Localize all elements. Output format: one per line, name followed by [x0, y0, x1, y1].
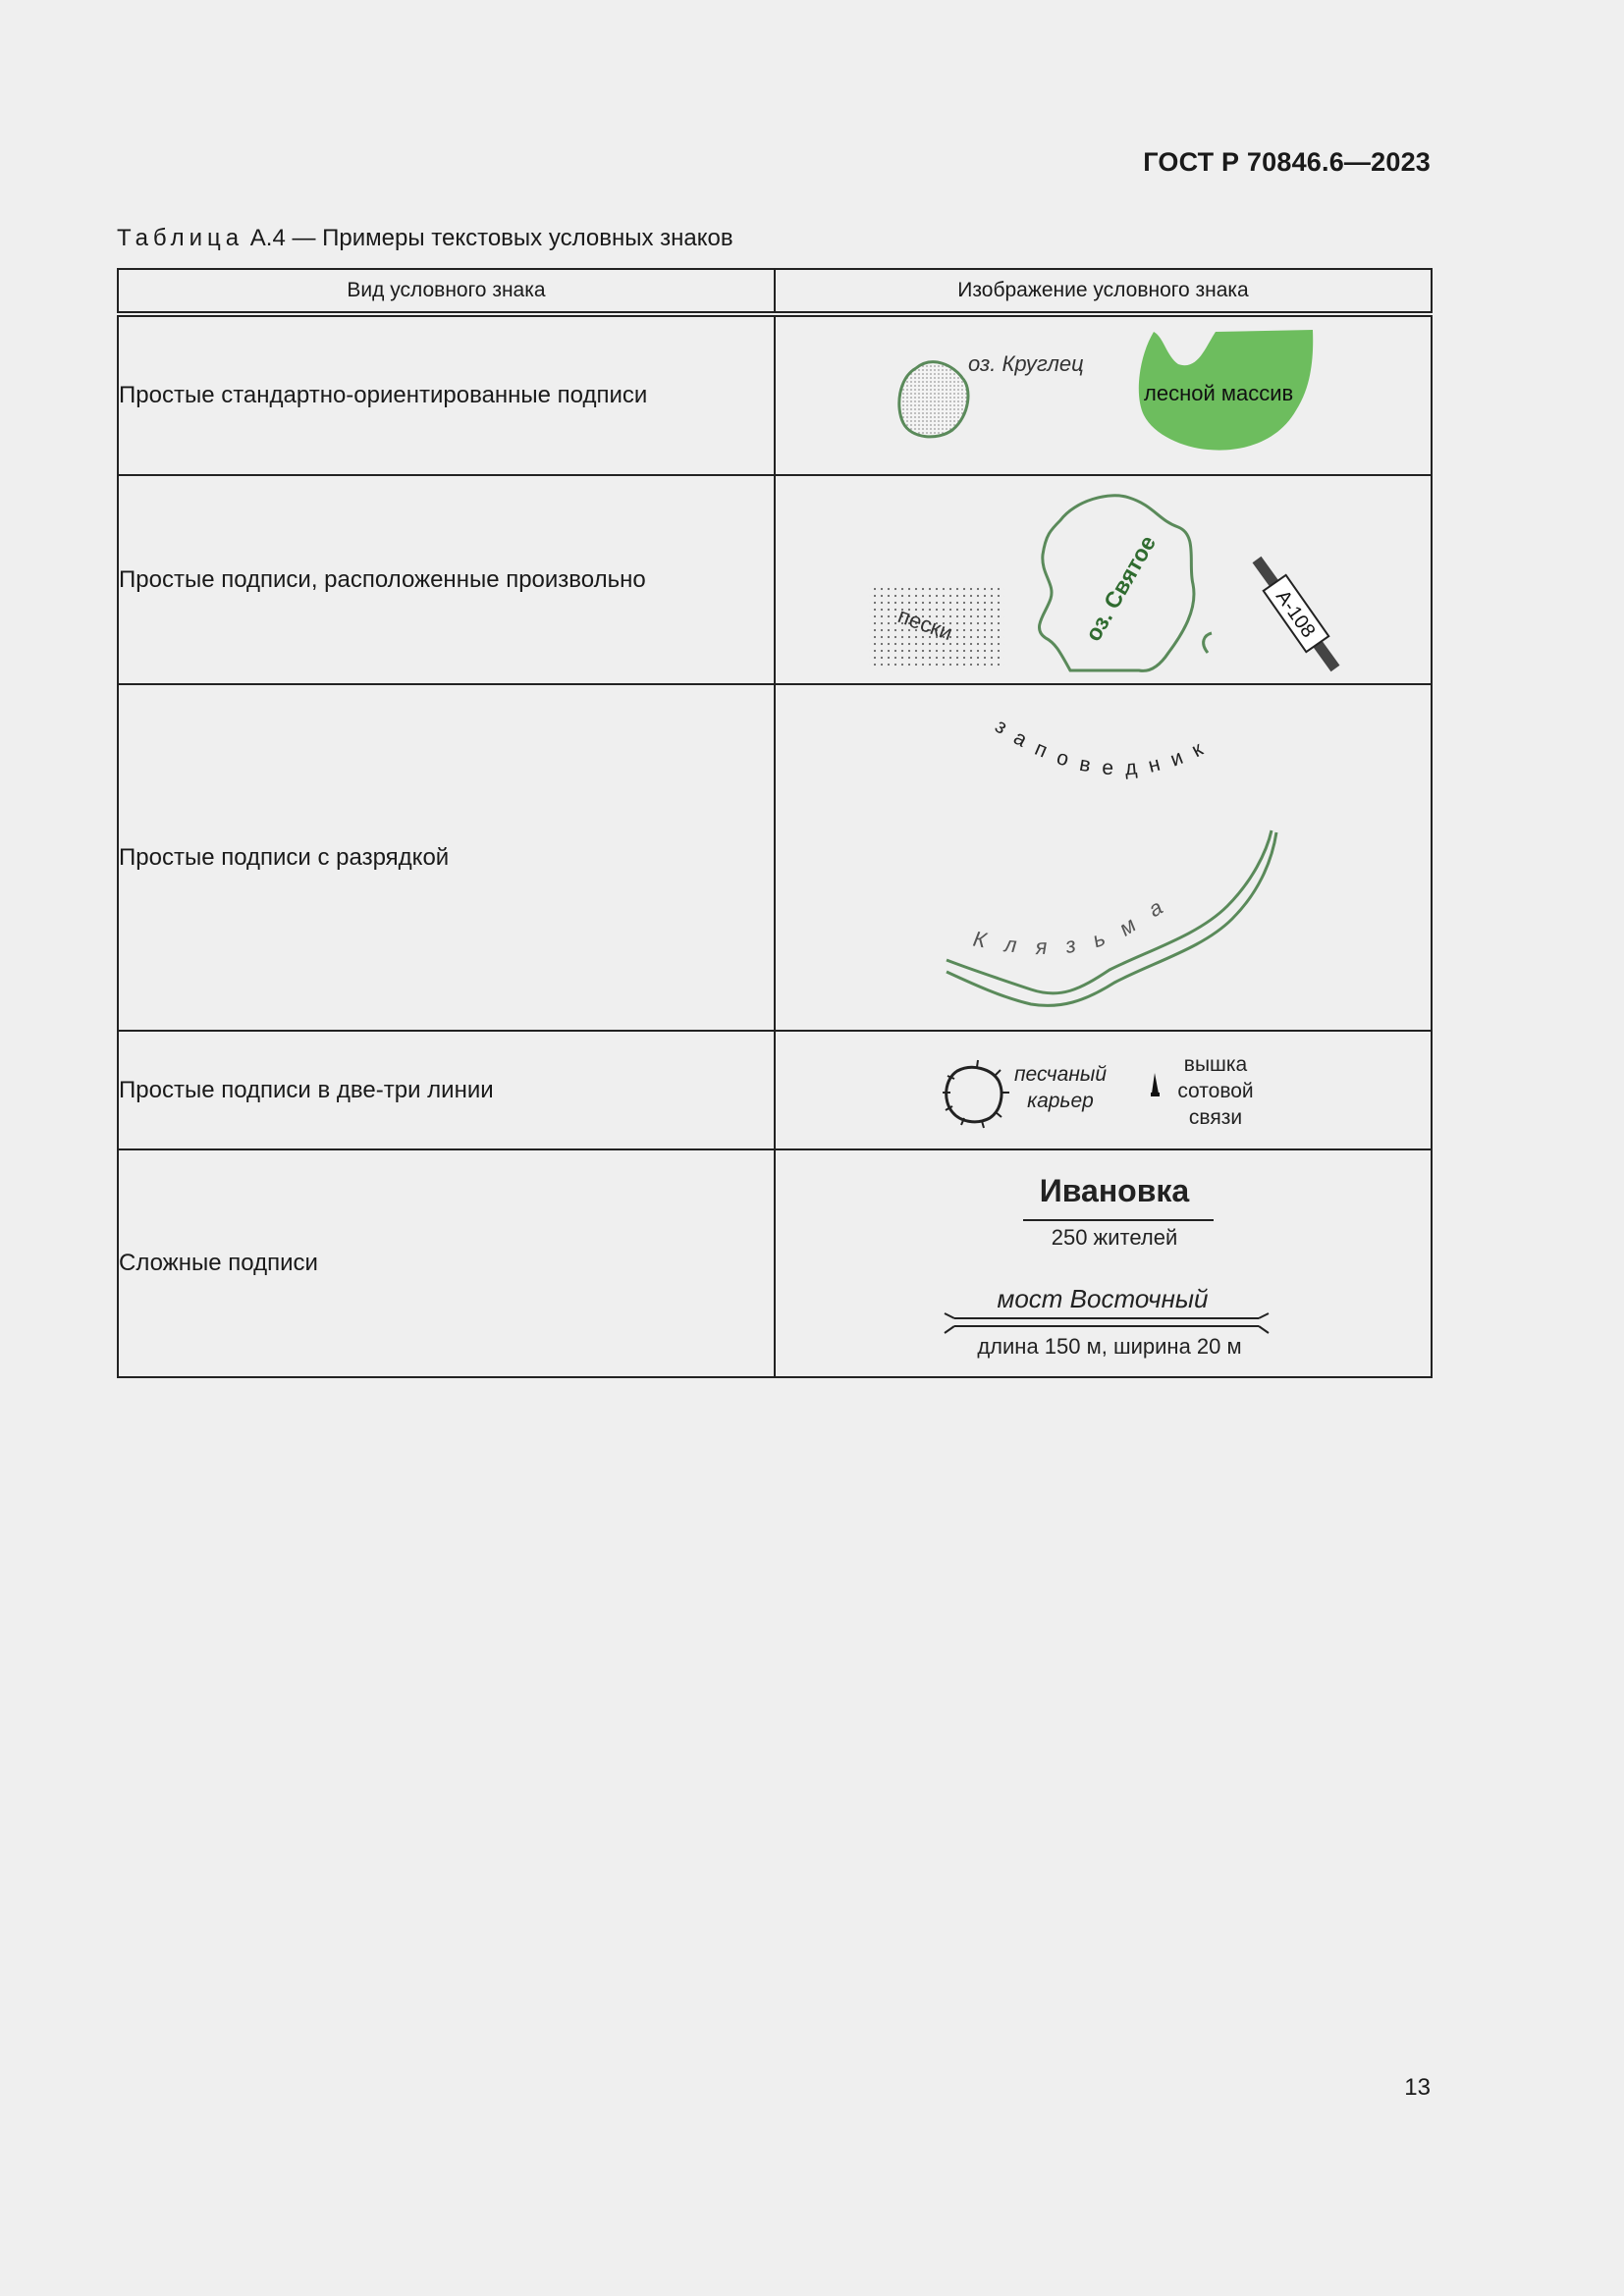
shore-fragment [1204, 633, 1212, 653]
sign-image-cell [775, 475, 1432, 684]
bridge-dimensions: длина 150 м, ширина 20 м [977, 1334, 1242, 1359]
conventional-signs-table [117, 268, 1433, 1378]
sand-label: пески [894, 603, 956, 646]
column-header-kind: Вид условного знака [118, 269, 775, 314]
lake-shape [899, 362, 968, 437]
complex-labels-illustration [776, 1150, 1433, 1376]
river-bank-upper [947, 830, 1272, 993]
column-header-image: Изображение условного знака [775, 269, 1432, 314]
sign-kind-cell: Простые подписи в две-три линии [118, 1031, 775, 1149]
sign-kind-cell: Сложные подписи [118, 1149, 775, 1377]
road-shield [1264, 575, 1329, 652]
sign-kind-cell: Простые стандартно-ориентированные подписи [118, 314, 775, 475]
lake-label: оз. Круглец [968, 351, 1084, 376]
bridge-symbol [945, 1313, 1269, 1333]
table-caption-prefix: Таблица [117, 225, 244, 251]
settlement-name: Ивановка [1039, 1173, 1190, 1208]
sign-image-cell [775, 1031, 1432, 1149]
settlement-population: 250 жителей [1051, 1225, 1178, 1250]
table-row [118, 1149, 1432, 1377]
sign-kind-cell: Простые подписи с разрядкой [118, 684, 775, 1031]
forest-label: лесной массив [1144, 381, 1294, 405]
sign-image-cell [775, 684, 1432, 1031]
standard-id: ГОСТ Р 70846.6—2023 [1143, 147, 1431, 177]
reserve-label: заповедник [991, 715, 1218, 780]
table-row [118, 684, 1432, 1031]
quarry-label-line2: карьер [1027, 1090, 1094, 1112]
spaced-labels-illustration [776, 685, 1433, 1030]
cell-tower-icon [1151, 1073, 1160, 1096]
table-caption-text: А.4 — Примеры текстовых условных знаков [249, 225, 733, 251]
table-row [118, 314, 1432, 475]
page-number: 13 [1404, 2074, 1431, 2101]
table-header-row [118, 269, 1432, 314]
quarry-icon [943, 1060, 1009, 1128]
sign-image-cell [775, 1149, 1432, 1377]
multiline-labels-illustration [776, 1032, 1433, 1148]
oriented-labels-illustration [776, 317, 1433, 474]
arbitrary-labels-illustration [776, 476, 1433, 683]
lake-label: оз. Святое [1079, 530, 1162, 646]
table-row [118, 1031, 1432, 1149]
road-number-label: А-108 [1271, 586, 1320, 642]
table-row [118, 475, 1432, 684]
tower-label-line1: вышка [1183, 1053, 1248, 1076]
river-label: Клязьма [971, 883, 1184, 960]
table-caption [117, 225, 733, 252]
river-bank-lower [947, 832, 1276, 1005]
sign-kind-cell: Простые подписи, расположенные произвольно [118, 475, 775, 684]
bridge-name: мост Восточный [997, 1284, 1209, 1313]
quarry-label-line1: песчаный [1013, 1063, 1108, 1086]
sign-image-cell [775, 314, 1432, 475]
tower-label-line2: сотовой [1177, 1080, 1254, 1102]
tower-label-line3: связи [1188, 1106, 1243, 1129]
